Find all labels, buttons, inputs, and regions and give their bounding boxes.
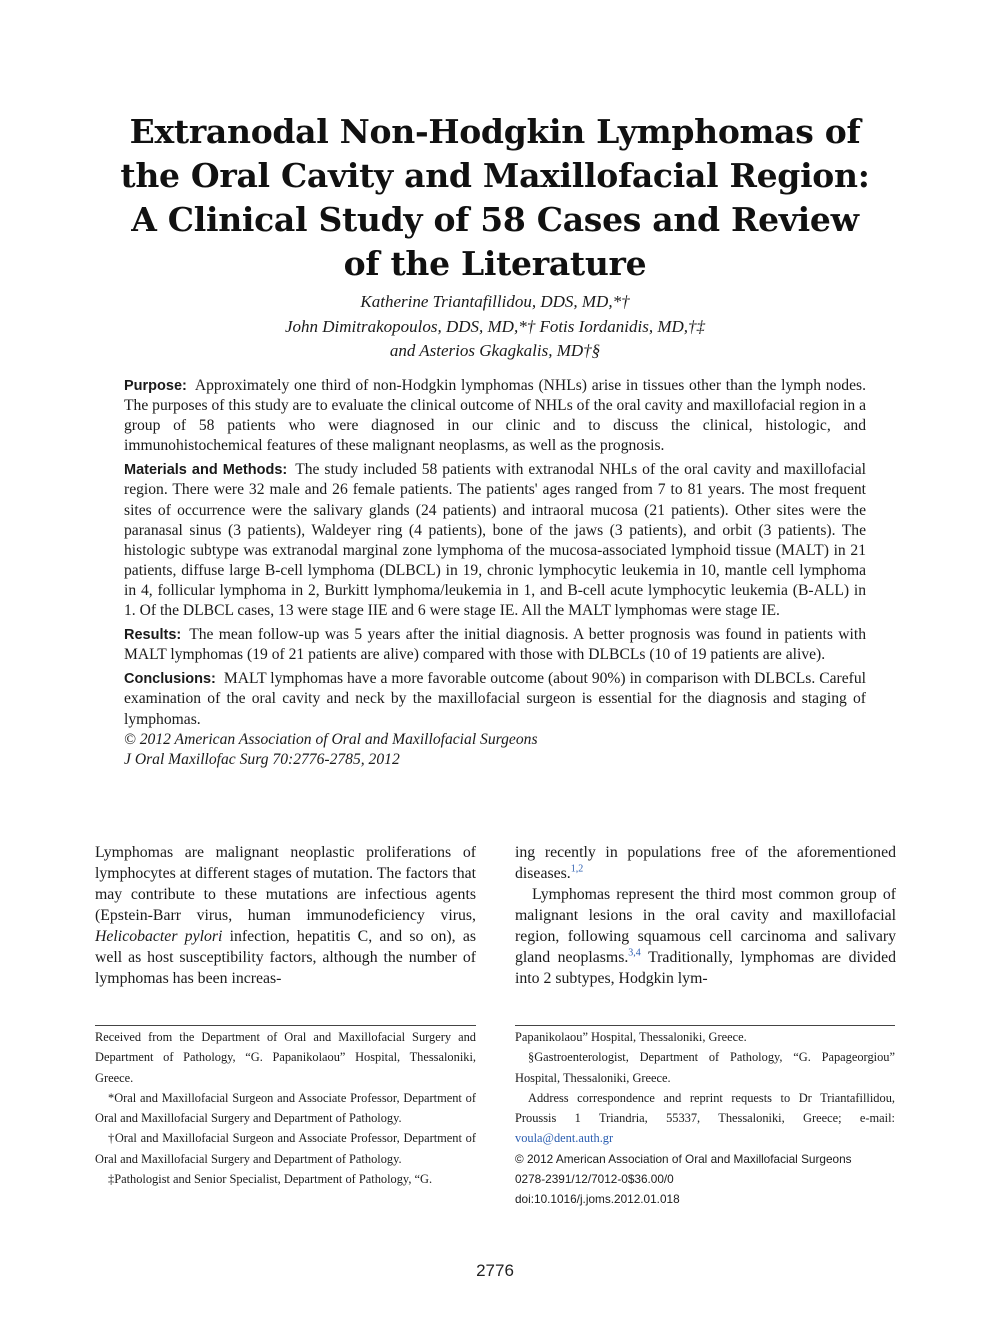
body-text: Lymphomas are malignant neoplastic proliferations of lymphocytes at different stages of mutation. The factors that may contribute to these mutations are infectious agents (Epstein-Barr virus, human immunodeficiency virus, [95, 844, 476, 924]
results-text: The mean follow-up was 5 years after the initial diagnosis. A better prognosis was found in patients with MALT lymphomas (19 of 21 patients are alive) compared with those with DLBCLs (10 of 19 patients are alive). [124, 626, 866, 664]
purpose-label: Purpose: [124, 378, 187, 394]
abstract-conclusions [124, 669, 866, 769]
footnote-issn: 0278-2391/12/7012-0$36.00/0 [515, 1172, 674, 1187]
footnote: †Oral and Maxillofacial Surgeon and Associate Professor, Department of Oral and Maxillofacial Surgery and Department of Pathology. [95, 1131, 476, 1166]
footnote-address [515, 1088, 895, 1149]
methods-label: Materials and Methods: [124, 462, 288, 479]
abstract [124, 376, 866, 774]
title-line: of the Literature [343, 244, 647, 283]
address-text: Address correspondence and reprint requests to Dr Triantafillidou, Proussis 1 Triandria, 55337, Thessaloniki, Greece; e-mail: [515, 1090, 895, 1126]
footnote: *Oral and Maxillofacial Surgeon and Associate Professor, Department of Oral and Maxillofacial Surgery and Department of Pathology. [95, 1090, 476, 1126]
body-paragraph [515, 884, 896, 989]
footnote: §Gastroenterologist, Department of Pathology, “G. Papageorgiou” Hospital, Thessaloniki, Greece. [515, 1050, 895, 1085]
title-line: the Oral Cavity and Maxillofacial Region: [120, 156, 870, 195]
footnote-divider [515, 1025, 895, 1026]
abstract-purpose [124, 376, 866, 456]
footnote-doi: doi:10.1016/j.joms.2012.01.018 [515, 1192, 680, 1207]
abstract-results [124, 625, 866, 665]
author-line: and Asterios Gkagkalis, MD†§ [389, 341, 601, 360]
article-title [95, 110, 895, 286]
footnote-divider [95, 1025, 476, 1026]
page-number: 2776 [476, 1261, 514, 1280]
author-line: John Dimitrakopoulos, DDS, MD,*† Fotis Iordanidis, MD,†‡ [284, 316, 706, 336]
footnote: ‡Pathologist and Senior Specialist, Department of Pathology, “G. [108, 1172, 433, 1187]
conclusions-label: Conclusions: [124, 671, 216, 688]
body-text: Traditionally, lymphomas are divided into 2 subtypes, Hodgkin lym- [515, 949, 896, 987]
footnotes-left [95, 1027, 476, 1189]
results-label: Results: [124, 627, 182, 644]
reference-link[interactable]: 1,2 [570, 863, 584, 875]
body-text: infection, hepatitis C, and so on), as well as host susceptibility factors, although the number of lymphomas has been increas- [95, 928, 476, 987]
conclusions-text: MALT lymphomas have a more favorable outcome (about 90%) in comparison with DLBCLs. Careful examination of the oral cavity and neck by the maxillofacial surgeon is essential for the diagnosis and staging of lymphomas. [124, 670, 866, 728]
abstract-citation: J Oral Maxillofac Surg 70:2776-2785, 2012 [124, 750, 400, 768]
body-paragraph [95, 842, 476, 989]
footnote-copyright: © 2012 American Association of Oral and Maxillofacial Surgeons [515, 1151, 852, 1166]
author-list [95, 290, 895, 364]
author-line: Katherine Triantafillidou, DDS, MD,*† [360, 292, 630, 311]
footnote: Received from the Department of Oral and Maxillofacial Surgery and Department of Pathology, “G. Papanikolaou” Hospital, Thessaloniki, Greece. [95, 1030, 476, 1085]
abstract-copyright: © 2012 American Association of Oral and Maxillofacial Surgeons [124, 730, 538, 748]
reference-link[interactable]: 3,4 [628, 947, 641, 959]
body-italic-text: Helicobacter pylori [95, 928, 223, 945]
purpose-text: Approximately one third of non-Hodgkin lymphomas (NHLs) arise in tissues other than the lymph nodes. The purposes of this study are to evaluate the clinical outcome of NHLs of the oral cavity and maxillofacial region in a group of 58 patients who were diagnosed in our clinic and to discuss the clinical, histologic, and immunohistochemical features of these malignant neoplasms, as well as the prognosis. [124, 377, 866, 455]
email-link[interactable]: voula@dent.auth.gr [515, 1131, 614, 1146]
footnote: Papanikolaou” Hospital, Thessaloniki, Greece. [515, 1030, 747, 1044]
body-paragraph [515, 842, 896, 884]
body-text: ing recently in populations free of the aforementioned diseases. [515, 844, 896, 882]
body-column-left [95, 842, 476, 989]
methods-text: The study included 58 patients with extranodal NHLs of the oral cavity and maxillofacial region. There were 32 male and 26 female patients. The patients' ages ranged from 7 to 81 years. The most frequent sites of occurrence were the salivary glands (24 patients) and intraoral mucosa (21 patients). Other sites were the paranasal sinus (3 patients), Waldeyer ring (4 patients), bone of the jaws (3 patients), and orbit (3 patients). The histologic subtype was extranodal marginal zone lymphoma of the mucosa-associated lymphoid tissue (MALT) in 21 patients, diffuse large B-cell lymphoma (DLBCL) in 19, chronic lymphocytic leukemia in 10, mantle cell lymphoma in 4, follicular lymphoma in 2, Burkitt lymphoma/leukemia in 1, and B-cell acute lymphocytic leukemia (B-ALL) in 1. Of the DLBCL cases, 13 were stage IIE and 6 were stage IE. All the MALT lymphomas were stage IE. [124, 461, 866, 620]
title-line: Extranodal Non-Hodgkin Lymphomas of [129, 112, 861, 151]
body-text: Lymphomas represent the third most common group of malignant lesions in the oral cavity and maxillofacial region, following squamous cell carcinoma and salivary gland neoplasms. [515, 886, 896, 966]
title-line: A Clinical Study of 58 Cases and Review [131, 200, 859, 239]
footnotes-right [515, 1027, 895, 1210]
abstract-methods [124, 460, 866, 621]
body-column-right [515, 842, 896, 989]
